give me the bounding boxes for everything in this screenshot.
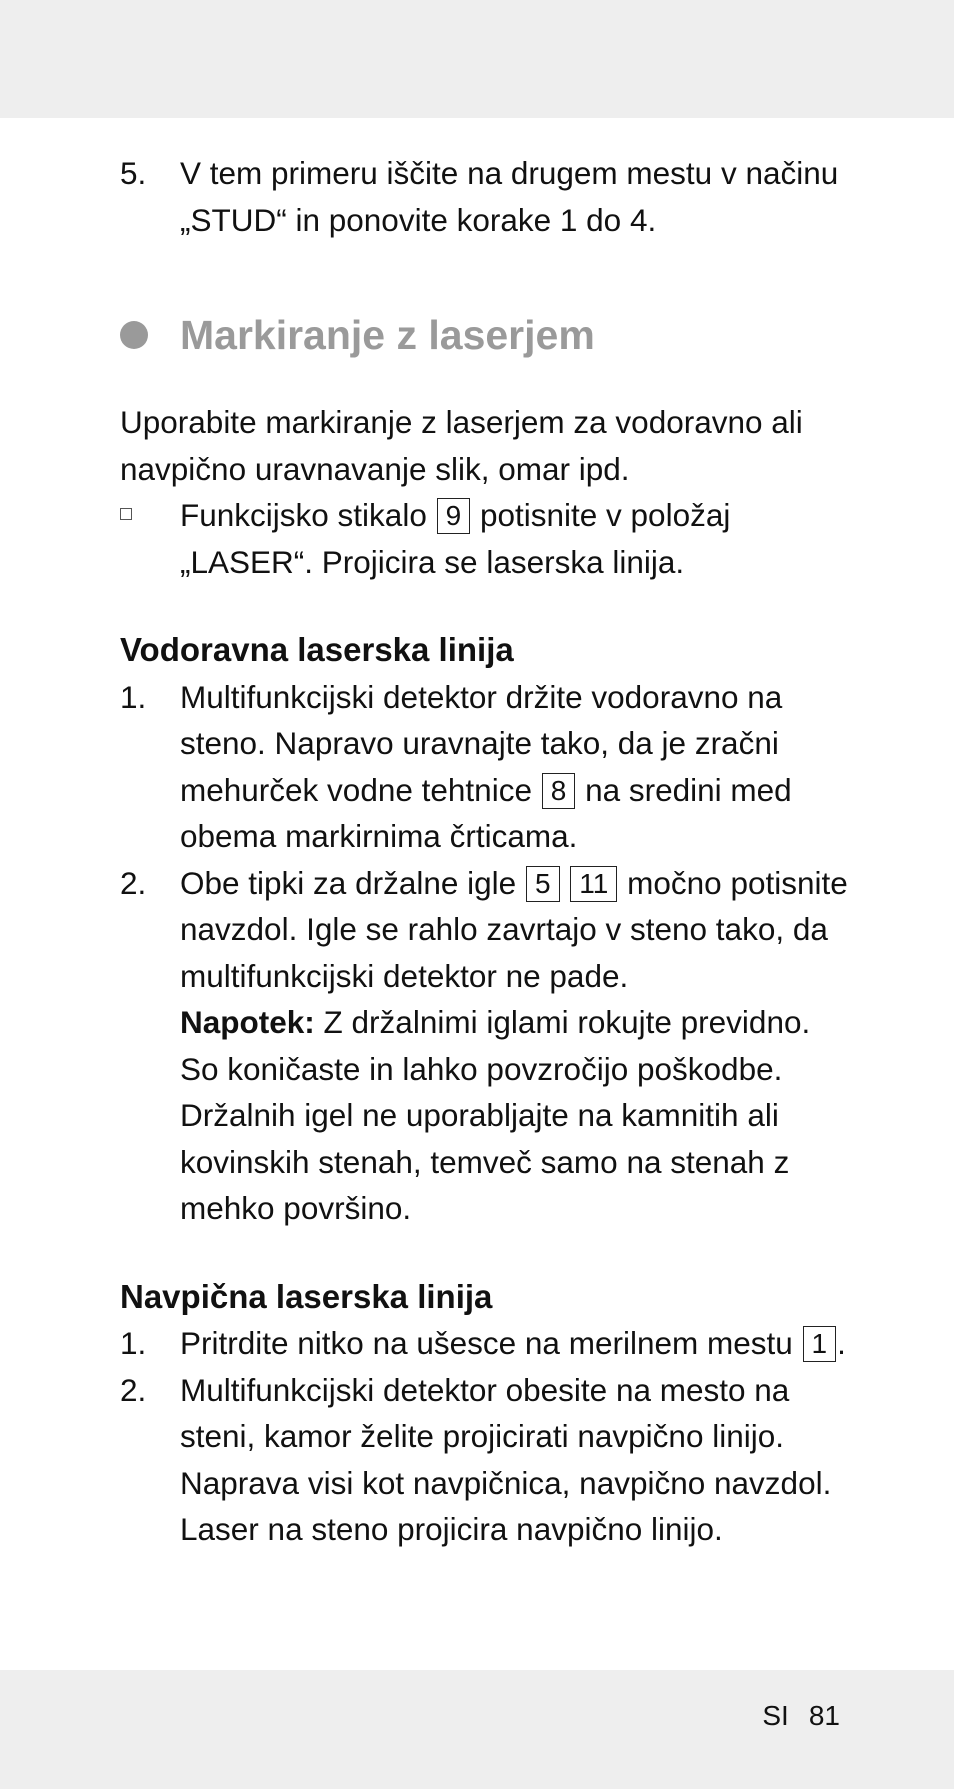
reference-number-box: 5 (526, 866, 560, 902)
intro-paragraph: Uporabite markiranje z laserjem za vodoravno ali navpično uravnavanje slik, omar ipd. (120, 404, 803, 487)
reference-number-box: 8 (542, 773, 576, 809)
list-item-text-after: na sredini med obema markirnima črticama. (180, 771, 792, 854)
reference-number-box: 11 (570, 866, 617, 902)
list-item-text-before: Obe tipki za držalne igle (180, 864, 517, 901)
page-number: 81 (808, 1700, 840, 1731)
page-footer (762, 1696, 840, 1736)
list-item-step-5 (120, 150, 850, 243)
list-number: 1. (120, 1325, 147, 1361)
subheading-horizontal: Vodoravna laserska linija (120, 631, 514, 668)
page-content (120, 150, 850, 1553)
list-number: 2. (120, 1371, 147, 1408)
language-code: SI (762, 1700, 789, 1731)
reference-number-box: 9 (437, 498, 471, 534)
list-number: 2. (120, 864, 147, 901)
list-item-vertical-1 (120, 1320, 850, 1367)
list-item-text: V tem primeru iščite na drugem mestu v načinu „STUD“ in ponovite korake 1 do 4. (180, 155, 839, 238)
note-text: Z držalnimi iglami rokujte previdno. So koničaste in lahko povzročijo poškodbe. Držalnih igel ne uporabljajte na kamnitih ali kovinskih stenah, temveč samo na stenah z mehko površino. (180, 1004, 811, 1226)
step-text-before: Funkcijsko stikalo (180, 497, 427, 533)
list-item-text-before: Pritrdite nitko na ušesce na merilnem mestu (180, 1325, 793, 1361)
list-item-text-before: Multifunkcijski detektor držite vodoravno na steno. Napravo uravnajte tako, da je zračni mehurček vodne tehtnice (180, 678, 783, 808)
bullet-dot-icon (120, 321, 148, 349)
list-item-text: Multifunkcijski detektor obesite na mesto na steni, kamor želite projicirati navpično linijo. Naprava visi kot navpičnica, navpično navzdol. Laser na steno projicira navpično linijo. (180, 1371, 832, 1547)
instruction-step (120, 492, 850, 585)
list-item-horizontal-1 (120, 674, 850, 860)
top-margin-band (0, 0, 954, 118)
list-item-vertical-2 (120, 1367, 850, 1553)
subheading-vertical: Navpična laserska linija (120, 1277, 493, 1315)
note-label: Napotek: (180, 1004, 315, 1040)
list-item-horizontal-2 (120, 860, 850, 1232)
step-text-after: potisnite v položaj „LASER“. Projicira se laserska linija. (180, 497, 731, 580)
list-item-text-after: . (837, 1325, 846, 1361)
list-number: 5. (120, 155, 147, 191)
section-title: Markiranje z laserjem (180, 312, 595, 358)
section-heading (120, 305, 850, 365)
reference-number-box: 1 (803, 1326, 837, 1362)
list-number: 1. (120, 678, 147, 715)
checkbox-bullet-icon (120, 508, 132, 520)
list-item-text-after: močno potisnite navzdol. Igle se rahlo zavrtajo v steno tako, da multifunkcijski detektor ne pade. (180, 864, 848, 994)
